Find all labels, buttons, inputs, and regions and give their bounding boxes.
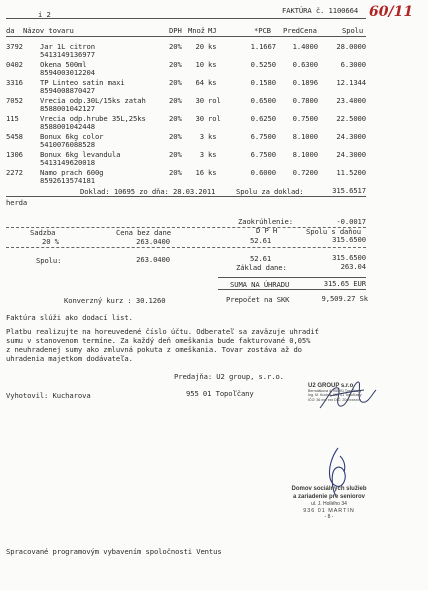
row-qty: 16: [195, 168, 204, 177]
delivery-rule: [6, 196, 366, 197]
summary-vat: 52.61: [250, 236, 272, 245]
row-code: 5458: [6, 132, 23, 141]
row-ean: 5413149620018: [40, 158, 95, 167]
note-payment-4: uhradenia majetkom dodávateľa.: [6, 354, 133, 363]
row-ean: 5410076088528: [40, 140, 95, 149]
row-ean: 8592613574181: [40, 176, 95, 185]
row-total: 22.5000: [336, 114, 366, 123]
row-code: 1306: [6, 150, 23, 159]
row-pcb: 6.7500: [250, 150, 276, 159]
row-code: 3316: [6, 78, 23, 87]
row-unit: ks: [208, 42, 217, 51]
supplier-stamp-line: Ing. M. Kuchar, 955 01 Topoľčany: [308, 393, 362, 398]
row-name: Vrecia odp.hrube 35L,25ks: [40, 114, 146, 123]
col-name-header: Názov tovaru: [23, 26, 74, 35]
supplier-stamp-line: IČO: 36 xxx xxx DIČ: 20xxxxxxxx: [308, 397, 361, 402]
customer-stamp: [284, 486, 374, 521]
suma-rule-bottom: [218, 289, 366, 290]
suma-value: 315.65 EUR: [323, 279, 366, 288]
row-pcb: 6.7500: [250, 132, 276, 141]
row-qty: 64: [195, 78, 204, 87]
suma-rule-top: [218, 277, 366, 278]
row-pcb: 0.5250: [250, 60, 276, 69]
row-price: 0.6300: [292, 60, 318, 69]
row-vat: 20%: [169, 114, 182, 123]
row-price: 0.7500: [292, 114, 318, 123]
row-total: 28.0000: [336, 42, 366, 51]
row-unit: ks: [208, 132, 217, 141]
row-qty: 10: [195, 60, 204, 69]
row-name: Bonux 6kg color: [40, 132, 104, 141]
zaklad-value: 263.04: [340, 262, 366, 271]
row-vat: 20%: [169, 150, 182, 159]
row-qty: 20: [195, 42, 204, 51]
header-rule-top: [6, 18, 366, 19]
skk-value: 9,509.27 Sk: [321, 294, 368, 303]
summary-rule-mid: [6, 247, 366, 248]
row-name: Okena 500ml: [40, 60, 87, 69]
row-code: 3792: [6, 42, 23, 51]
skk-label: Prepočet na SKK: [226, 295, 290, 304]
row-price: 0.7200: [292, 168, 318, 177]
summary-base: 263.0400: [136, 237, 170, 246]
conversion-rate: Konverzný kurz : 30.1260: [64, 296, 166, 305]
row-pcb: 0.6000: [250, 168, 276, 177]
row-pcb: 1.1667: [250, 42, 276, 51]
row-qty: 3: [199, 150, 204, 159]
row-code: 7052: [6, 96, 23, 105]
col-code-header: da: [6, 26, 15, 35]
row-qty: 30: [195, 114, 204, 123]
spolu-total: 315.6500: [332, 253, 366, 262]
row-pcb: 0.6250: [250, 114, 276, 123]
row-total: 6.3000: [340, 60, 366, 69]
row-ean: 8588001042448: [40, 122, 95, 131]
row-vat: 20%: [169, 168, 182, 177]
note-payment-3: z neuhradenej sumy ako zmluvná pokuta z omeškania. Tovar zostáva až do: [6, 345, 302, 354]
row-code: 115: [6, 114, 19, 123]
row-price: 0.7800: [292, 96, 318, 105]
row-name: Bonux 6kg levandula: [40, 150, 121, 159]
col-vat-header: DPH: [169, 26, 182, 35]
summary-col-base: Cena bez dane: [116, 228, 171, 237]
row-ean: 8588001042127: [40, 104, 95, 113]
col-price-header: PredCena: [283, 26, 317, 35]
row-pcb: 0.6500: [250, 96, 276, 105]
row-total: 11.5200: [336, 168, 366, 177]
invoice-number: FAKTÚRA č. 1100664: [282, 6, 359, 15]
page-number: i 2: [38, 10, 51, 19]
summary-rate: 20 %: [42, 237, 59, 246]
note-payment-2: sumu v stanovenom termíne. Za každý deň omeškania bude fakturované 0,05%: [6, 336, 311, 345]
supplier-stamp-title: U2 GROUP s.r.o.: [308, 383, 355, 389]
note-delivery: Faktúra slúži ako dodací list.: [6, 313, 133, 322]
row-ean: 5413149136977: [40, 50, 95, 59]
row-pcb: 0.1580: [250, 78, 276, 87]
store-label: Predajňa: U2 group, s.r.o.: [174, 372, 284, 381]
row-unit: rol: [208, 96, 221, 105]
row-total: 24.3000: [336, 132, 366, 141]
rounding-value: -0.0017: [336, 217, 366, 226]
row-unit: ks: [208, 168, 217, 177]
row-price: 1.4000: [292, 42, 318, 51]
delivery-note-label: Doklad: 10695 zo dňa: 28.03.2011: [80, 187, 216, 196]
col-pcb-header: *PCB: [254, 26, 271, 35]
row-ean: 8594003012204: [40, 68, 95, 77]
row-qty: 30: [195, 96, 204, 105]
col-qty-header: Množ: [188, 26, 205, 35]
row-vat: 20%: [169, 78, 182, 87]
spolu-vat: 52.61: [250, 254, 272, 263]
customer-stamp-line: ul. J. Hollého 34: [311, 501, 347, 508]
row-name: Jar 1L citron: [40, 42, 95, 51]
header-rule-bottom: [6, 36, 366, 37]
suma-label: SUMA NA ÚHRADU: [230, 280, 290, 289]
row-qty: 3: [199, 132, 204, 141]
handwritten-number: 60/11: [369, 4, 414, 20]
customer-stamp-line: Domov sociálnych služieb: [291, 486, 367, 492]
zaklad-label: Základ dane:: [236, 263, 287, 272]
cut-text: herda: [6, 198, 28, 207]
footer-software: Spracované programovým vybavením spoločnosti Ventus: [6, 547, 222, 556]
row-price: 0.1896: [292, 78, 318, 87]
col-unit-header: MJ: [208, 26, 217, 35]
row-unit: rol: [208, 114, 221, 123]
row-vat: 20%: [169, 60, 182, 69]
customer-stamp-line: a zariadenie pre seniorov: [292, 493, 366, 500]
summary-total: 315.6500: [332, 235, 366, 244]
col-total-header: Spolu: [342, 26, 364, 35]
note-payment-1: Platbu realizujte na horeuvedené číslo účtu. Odberateľ sa zaväzuje uhradiť: [6, 327, 319, 336]
row-vat: 20%: [169, 132, 182, 141]
row-name: TP Linteo satin maxi: [40, 78, 125, 87]
row-price: 8.1000: [292, 150, 318, 159]
row-vat: 20%: [169, 42, 182, 51]
row-code: 2272: [6, 168, 23, 177]
row-unit: ks: [208, 150, 217, 159]
delivery-sum-value: 315.6517: [332, 186, 366, 195]
summary-col-total: Spolu s daňou: [306, 227, 361, 236]
row-code: 0402: [6, 60, 23, 69]
summary-col-rate: Sadzba: [30, 228, 56, 237]
customer-stamp-line: 936 01 MARTIN: [303, 507, 355, 514]
row-total: 24.3000: [336, 150, 366, 159]
row-vat: 20%: [169, 96, 182, 105]
rounding-label: Zaokrúhlenie:: [238, 217, 293, 226]
row-ean: 8594008870427: [40, 86, 95, 95]
row-unit: ks: [208, 78, 217, 87]
row-name: Vrecia odp.30L/15ks zatah: [40, 96, 146, 105]
issued-by: Vyhotovil: Kucharova: [6, 391, 91, 400]
row-total: 23.4000: [336, 96, 366, 105]
row-unit: ks: [208, 60, 217, 69]
row-total: 12.1344: [336, 78, 366, 87]
customer-stamp-line: - 8 -: [324, 514, 334, 521]
summary-col-vat: D P H: [256, 226, 278, 235]
row-price: 8.1000: [292, 132, 318, 141]
spolu-base: 263.0400: [136, 255, 170, 264]
row-name: Namo prach 600g: [40, 168, 104, 177]
spolu-label: Spolu:: [36, 256, 62, 265]
delivery-sum-label: Spolu za doklad:: [236, 187, 304, 196]
supplier-stamp-line: Bernolákova 4, 955 01 Topoľčany: [308, 389, 362, 393]
store-city: 955 01 Topoľčany: [186, 389, 254, 398]
supplier-signature: [318, 378, 378, 414]
